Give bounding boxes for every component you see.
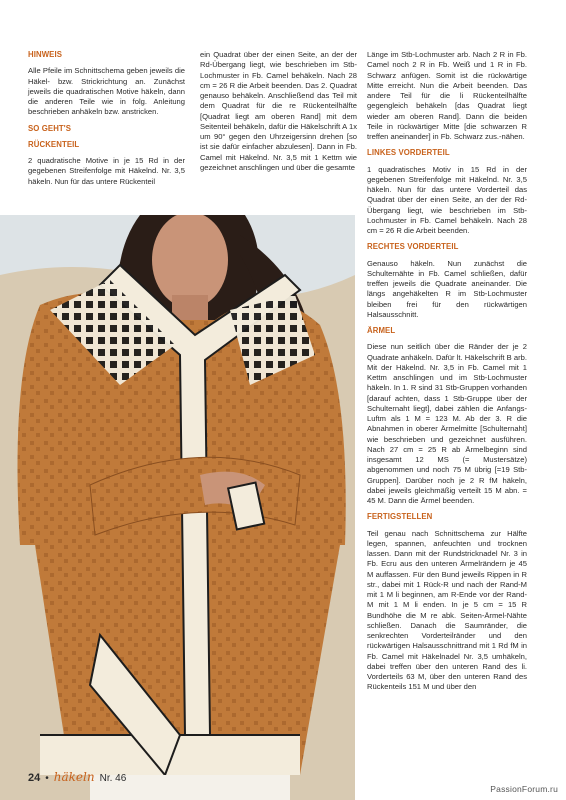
rueckenteil-text-continued: ein Quadrat über der einen Seite, an der der Rd-Übergang liegt, wie beschrieben im Stb-Lochmuster in Fb. Camel behäkeln. Nach 28 cm = 26 R die Arbeit beenden. Das 2. Quadrat genauso behäkeln. Anschließend das Teil mit dem Quadrat für die re Rückenteilhälfte [Quadrat liegt am oberen Rand] mit dem Seitenteil behäkeln, dafür die Häkelschrift A 1x um 90° gegen den Uhrzeigersinn drehen [so ist sie dafür einfacher abzulesen]. Dann in Fb. Camel mit Häkelnd. Nr. 3,5 mit 1 Kettm wie gezeichnet anschlingen und über die gesamte [200, 50, 357, 172]
page-number: 24 [28, 772, 41, 784]
section-heading-so-gehts: SO GEHT'S [28, 123, 72, 133]
issue-number: Nr. 46 [99, 773, 127, 784]
footer-bullet: • [45, 773, 49, 784]
linkes-vorderteil-text: 1 quadratisches Motiv in 15 Rd in der gegebenen Streifenfolge mit Häkelnd. Nr. 3,5 häkeln. Nun für das untere Vorderteil das Quadrat über der einen Seite, an der der Rd-Übergang liegt, wie beschrieben im Stb-Lochmuster in Fb. Camel behäkeln. Nach 28 cm = 26 R die Arbeit beenden. [367, 164, 527, 235]
rueckenteil-text: 2 quadratische Motive in je 15 Rd in der gegebenen Streifenfolge mit Häkelnd. Nr. 3,5 häkeln. Nun für das untere Rückenteil [28, 156, 185, 186]
photo-illustration [0, 215, 355, 800]
page-footer [28, 770, 126, 784]
section-heading-rechtes-vorderteil: RECHTES VORDERTEIL [367, 242, 459, 252]
watermark: PassionForum.ru [490, 784, 558, 794]
magazine-logo: häkeln [53, 770, 95, 784]
text-column-1 [28, 50, 185, 193]
section-heading-fertigstellen: FERTIGSTELLEN [367, 512, 433, 522]
section-heading-rueckenteil: RÜCKENTEIL [28, 139, 80, 149]
text-column-2 [200, 50, 357, 179]
hinweis-text: Alle Pfeile im Schnittschema geben jeweils die Häkel- bzw. Strickrichtung an. Zunächst jeweils die quadratischen Motive häkeln, dann die anderen Teile wie in folg. Anleitung beschrieben anhäkeln bzw. anstricken. [28, 66, 185, 117]
aermel-text: Diese nun seitlich über die Ränder der je 2 Quadrate anhäkeln. Dafür lt. Häkelschrift B arb. Mit der Häkelnd. Nr. 3,5 in Fb. Camel mit 1 Kettm anschlingen und im Stb-Lochmuster häkeln. In 1. R sind 31 Stb-Gruppen vorhanden [darauf achten, dass 1 Stb-Gruppe über der Schulternaht liegt], dabei zählen die Anfangs-Luftm als 1 M = 123 M. Ab der 3. R die Abnahmen in oberer Ärmelmitte [Schulternaht] wie beschrieben und gezeichnet ausführen. Nach 27 cm = 25 R ab Ärmelbeginn sind insgesamt 12 MS (= Mustersätze) abgenommen und noch 75 M übrig [=19 Stb-Gruppen]. Darüber noch je 2 R fM häkeln, dabei jeweils gleichmäßig verteilt 15 M abn. = 45 M. Dann die Ärmel beenden. [367, 342, 527, 505]
rueckenteil-text-end: Länge im Stb-Lochmuster arb. Nach 2 R in Fb. Camel noch 2 R in Fb. Weiß und 1 R in Fb. Schwarz anfügen. Somit ist die rückwärtige Mitte erreicht. Nun die Arbeit beenden. Das andere Teil für die li Rückenteilhälfte gegengleich behäkeln [das Quadrat liegt wieder am oberen Rand]. Dann die beiden Teile in rückwärtiger Mitte [die schwarzen R treffen aneinander] in Fb. Schwarz zus.-nähen. [367, 50, 527, 141]
section-heading-linkes-vorderteil: LINKES VORDERTEIL [367, 148, 450, 158]
text-column-3 [367, 50, 527, 699]
rechtes-vorderteil-text: Genauso häkeln. Nun zunächst die Schulternähte in Fb. Camel schließen, dafür treffen jeweils die Quadrate aneinander. Die längs angehäkelten R im Stb-Lochmuster bleiben frei für den rückwärtigen Halsausschnitt. [367, 258, 527, 319]
model-photo [0, 215, 355, 800]
fertigstellen-text: Teil genau nach Schnittschema zur Hälfte legen, spannen, anfeuchten und trocknen lassen. Dann mit der Rundstricknadel Nr. 3 in Fb. Ecru aus den unteren Ärmelrändern je 45 M auffassen. Für den Bund jeweils Rippen in R str., dabei mit 1 Rück-R und nach der Rand-M mit 1 M li beginnen, am R-Ende vor der Rand-M mit 1 M li enden. In je 5 cm = 15 R Bundhöhe die M re abk. Seiten-Ärmel-Nähte schließen. Danach die Saumränder, die senkrechten Vorderteilränder und den rückwärtigen Halsausschnittrand mit 1 Rd fM in Fb. Camel mit Häkelnadel Nr. 3,5 umhäkeln, dabei treffen über den unteren Rand des li. Vorderteils 63 M, über den unteren Rand des Rückenteils 151 M und über den [367, 528, 527, 692]
section-heading-aermel: ÄRMEL [367, 326, 396, 335]
section-heading-hinweis: HINWEIS [28, 50, 63, 59]
